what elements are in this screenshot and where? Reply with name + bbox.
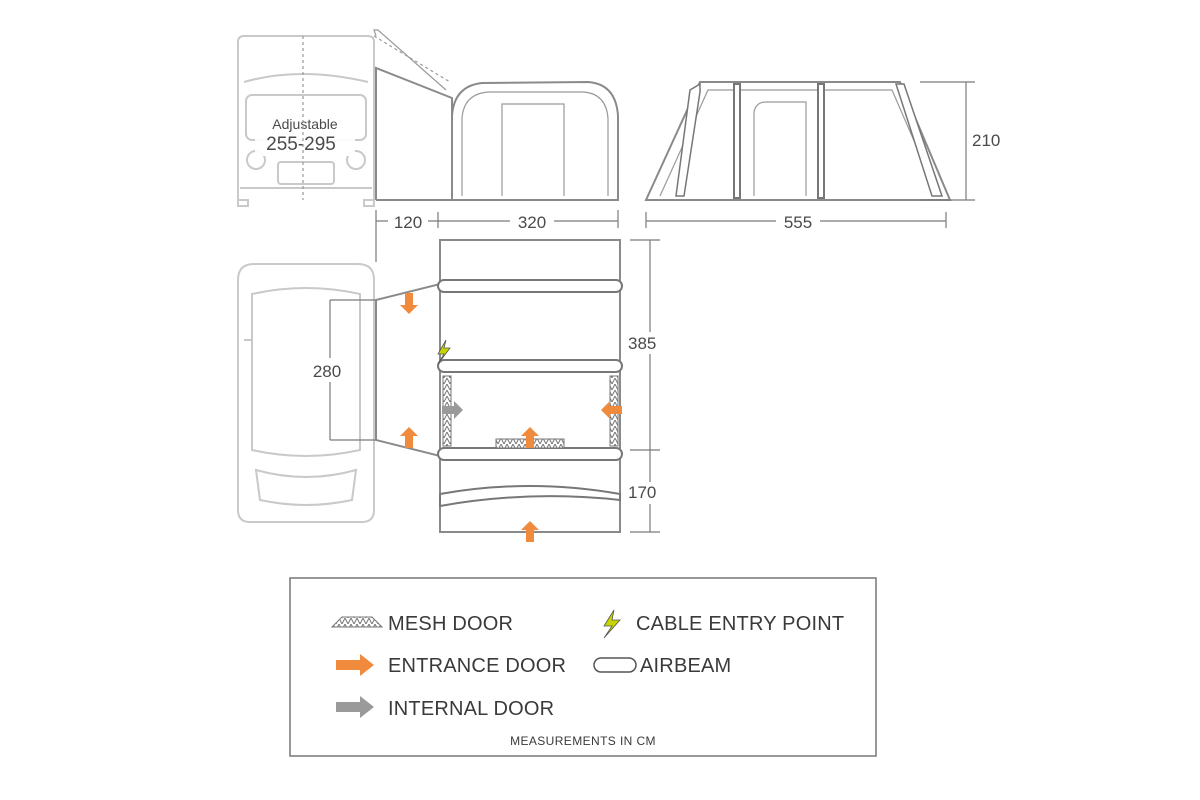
connector-length-label: 120: [393, 213, 423, 232]
legend-airbeam: AIRBEAM: [640, 655, 732, 677]
vehicle-top-view: [238, 264, 374, 522]
legend-internal-door: INTERNAL DOOR: [388, 698, 555, 720]
tent-plan-view: [376, 240, 622, 532]
adjustable-range-label: 255-295: [266, 134, 336, 155]
legend-box: [290, 578, 876, 756]
total-length-label: 555: [783, 213, 813, 232]
legend-cable-entry-point: CABLE ENTRY POINT: [636, 613, 845, 635]
airbeam-icon: [594, 658, 636, 672]
height-label: 210: [972, 131, 1001, 150]
side-width-label: 280: [312, 362, 342, 381]
tent-profile-view: [646, 82, 950, 200]
porch-depth-label: 170: [628, 483, 657, 502]
adjustable-label: Adjustable: [272, 116, 338, 132]
legend-entrance-door: ENTRANCE DOOR: [388, 655, 567, 677]
tent-side-view: [374, 30, 618, 200]
entrance-door-arrow: [400, 293, 418, 314]
legend-mesh-door: MESH DOOR: [388, 613, 514, 635]
inner-depth-label: 385: [628, 334, 657, 353]
entrance-door-arrow: [400, 427, 418, 448]
tent-width-label: 320: [517, 213, 547, 232]
legend-measurements-note: MEASUREMENTS IN CM: [510, 734, 656, 748]
